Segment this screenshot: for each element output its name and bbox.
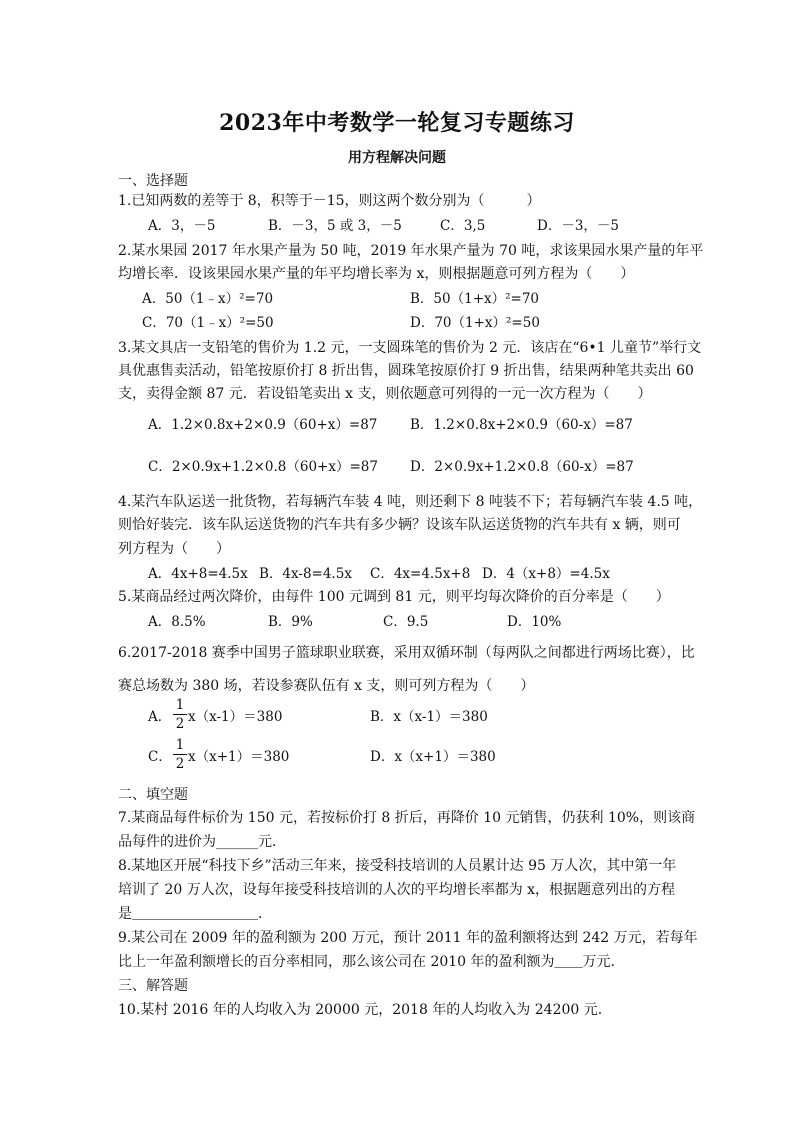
fraction-numerator: 1 [175,697,185,713]
question-8-text-line-2: 培训了 20 万人次，设每年接受科技培训的人次的平均增长率都为 x，根据题意列出的方程 [118,882,676,898]
fraction-denominator: 2 [175,756,185,772]
question-6-option-b: B．x（x-1）＝380 [370,709,488,725]
question-5-option-c: C．9.5 [383,614,429,630]
question-6-option-a-fraction [173,697,187,732]
question-2-text-line-2: 均增长率．设该果园水果产量的年平均增长率为 x，则根据题意可列方程为（ ） [118,266,635,282]
question-3-option-b: B．1.2×0.8x+2×0.9（60-x）=87 [410,417,633,433]
question-10-text-line-1: 10.某村 2016 年的人均收入为 20000 元，2018 年的人均收入为 24200 元. [118,1002,603,1018]
question-3-text-line-2: 具优惠售卖活动，铅笔按原价打 8 折出售，圆珠笔按原价打 9 折出售，结果两种笔共卖出 60 [118,363,694,379]
page-title: 2023年中考数学一轮复习专题练习 [219,110,575,136]
question-6-option-c-label: C． [148,749,172,765]
section-heading-answer: 三、解答题 [118,978,188,994]
question-1-text: 1.已知两数的差等于 8，积等于－15，则这两个数分别为（ ） [118,193,541,209]
question-2-option-c: C．70（1﹣x）²=50 [142,315,274,331]
section-heading-choice: 一、选择题 [118,173,188,189]
question-3-text-line-1: 3.某文具店一支铅笔的售价为 1.2 元，一支圆珠笔的售价为 2 元．该店在“6•1 儿童节”举行文 [118,340,702,356]
question-3-text-line-3: 支，卖得金额 87 元．若设铅笔卖出 x 支，则依题意可列得的一元一次方程为（ ） [118,386,652,402]
question-6-text-line-2: 赛总场数为 380 场，若设参赛队伍有 x 支，则可列方程为（ ） [118,678,535,694]
question-6-text-line-1: 6.2017-2018 赛季中国男子篮球职业联赛，采用双循环制（每两队之间都进行两场比赛），比 [118,645,695,661]
fraction-numerator: 1 [175,737,185,753]
question-4-option-a: A．4x+8=4.5x [148,566,248,582]
fraction-denominator: 2 [175,716,185,732]
question-6-option-d: D．x（x+1）＝380 [370,749,496,765]
question-5-option-b: B．9% [268,614,313,630]
question-4-option-c: C．4x=4.5x+8 [370,566,471,582]
question-8-text-line-3: 是＿＿＿＿＿＿＿＿＿． [118,906,272,922]
question-2-option-a: A．50（1﹣x）²=70 [142,291,274,307]
question-4-text-line-2: 则恰好装完．该车队运送货物的汽车共有多少辆？设该车队运送货物的汽车共有 x 辆，则可 [118,517,681,533]
question-2-text-line-1: 2.某水果园 2017 年水果产量为 50 吨，2019 年水果产量为 70 吨，求该果园水果产量的年平 [118,243,704,259]
fraction-bar [173,714,187,715]
question-4-option-b: B．4x-8=4.5x [259,566,352,582]
question-5-text: 5.某商品经过两次降价，由每件 100 元调到 81 元，则平均每次降价的百分率是（ ） [118,589,670,605]
page-subtitle: 用方程解决问题 [348,150,446,166]
question-4-option-d: D．4（x+8）=4.5x [482,566,610,582]
question-9-text-line-1: 9.某公司在 2009 年的盈利额为 200 万元，预计 2011 年的盈利额将达到 242 万元，若每年 [118,930,698,946]
question-1-option-d: D．－3，－5 [537,218,620,234]
question-4-text-line-3: 列方程为（ ） [118,541,230,557]
question-7-text-line-1: 7.某商品每件标价为 150 元，若按标价打 8 折后，再降价 10 元销售，仍获利 10%，则该商 [118,810,696,826]
question-3-option-c: C．2×0.9x+1.2×0.8（60+x）=87 [148,459,378,475]
question-2-option-b: B．50（1+x）²=70 [410,291,540,307]
question-6-option-c-fraction [173,737,187,772]
fraction-bar [173,754,187,755]
question-6-option-c-expression: x（x+1）＝380 [188,749,290,765]
question-7-text-line-2: 品每件的进价为______元． [118,834,286,850]
question-1-option-b: B．－3，5 或 3，－5 [268,218,402,234]
question-1-option-c: C．3,5 [440,218,486,234]
question-9-text-line-2: 比上一年盈利额增长的百分率相同，那么该公司在 2010 年的盈利额为＿＿万元. [118,954,615,970]
question-5-option-a: A．8.5% [148,614,206,630]
question-2-option-d: D．70（1+x）²=50 [410,315,540,331]
question-3-option-d: D．2×0.9x+1.2×0.8（60-x）=87 [410,459,634,475]
question-6-option-a-expression: x（x-1）＝380 [188,709,283,725]
question-6-option-a-label: A． [148,709,172,725]
section-heading-fill-blank: 二、填空题 [118,787,188,803]
question-3-option-a: A．1.2×0.8x+2×0.9（60+x）=87 [148,417,378,433]
question-1-option-a: A．3，－5 [148,218,216,234]
question-4-text-line-1: 4.某汽车队运送一批货物，若每辆汽车装 4 吨，则还剩下 8 吨装不下；若每辆汽车装 4.5 吨， [118,494,703,510]
question-8-text-line-1: 8.某地区开展“科技下乡”活动三年来，接受科技培训的人员累计达 95 万人次，其中第一年 [118,858,677,874]
question-5-option-d: D．10% [507,614,562,630]
